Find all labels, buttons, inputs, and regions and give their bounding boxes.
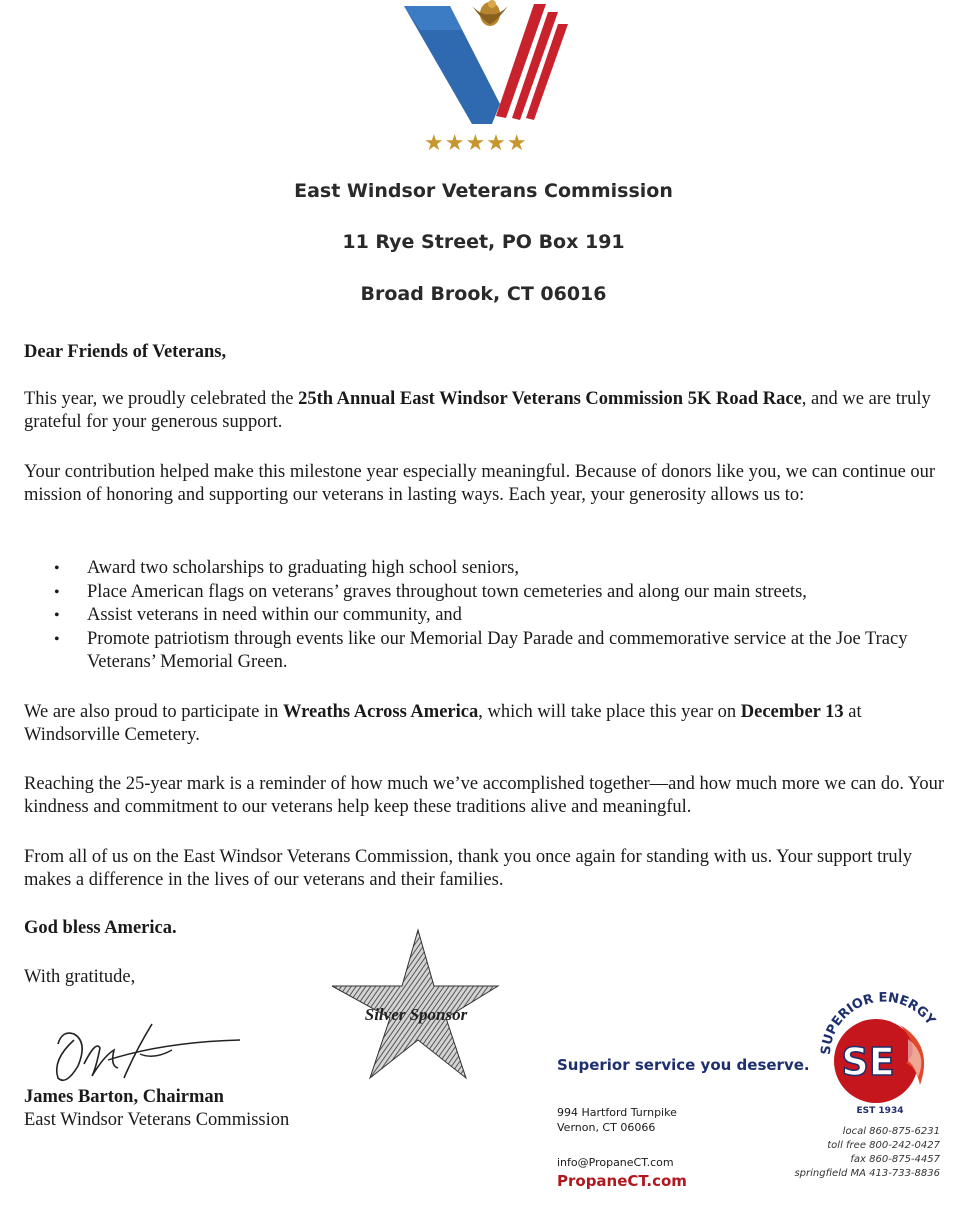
org-name: East Windsor Veterans Commission — [294, 180, 673, 202]
sponsor-label: Silver Sponsor — [364, 1005, 468, 1024]
silver-sponsor-badge — [328, 928, 504, 1088]
p3-text-a: We are also proud to participate in — [24, 702, 283, 722]
superior-energy-logo — [812, 985, 954, 1117]
street-address: 11 Rye Street, PO Box 191 — [342, 231, 625, 253]
se-phone: springfield MA 413-733-8836 — [794, 1168, 940, 1179]
se-initials: SE — [841, 1040, 895, 1084]
paragraph-wreaths — [24, 701, 954, 747]
p3-text-c: , which will take place this year on — [478, 702, 741, 722]
se-est: EST 1934 — [856, 1106, 904, 1116]
list-item: • Award two scholarships to graduating high school seniors, — [54, 557, 959, 581]
closing: With gratitude, — [24, 967, 136, 987]
greeting: Dear Friends of Veterans, — [24, 342, 227, 362]
signer-org: East Windsor Veterans Commission — [24, 1110, 290, 1130]
race-name: 25th Annual East Windsor Veterans Commission 5K Road Race — [298, 389, 802, 409]
five-stars: ★★★★★ — [424, 131, 528, 156]
list-item: • Assist veterans in need within our community, and — [54, 604, 959, 628]
paragraph-milestone: Reaching the 25-year mark is a reminder of how much we’ve accomplished together—and how much more we can do. Your kindness and commitment to our veterans help keep these traditions alive and meaningful. — [24, 774, 945, 817]
city-address: Broad Brook, CT 06016 — [360, 283, 607, 305]
signature — [44, 1020, 244, 1088]
se-address-line: 994 Hartford Turnpike — [557, 1106, 677, 1119]
se-website: PropaneCT.com — [557, 1172, 687, 1190]
veterans-commission-logo — [400, 0, 580, 128]
paragraph-thanks: From all of us on the East Windsor Veterans Commission, thank you once again for standing with us. Your support truly makes a difference in the lives of our veterans and their families. — [24, 847, 913, 890]
paragraph-race — [24, 388, 954, 434]
p1-text-c: , and we are truly grateful for your generous support. — [24, 389, 931, 432]
list-item: • Promote patriotism through events like our Memorial Day Parade and commemorative service at the Joe Tracy Veterans’ Memorial Green. — [54, 628, 959, 675]
eagle-icon — [472, 0, 508, 26]
se-address — [557, 1105, 677, 1135]
star-icon — [332, 930, 498, 1078]
paragraph-contribution: Your contribution helped make this milestone year especially meaningful. Because of donors like you, we can continue our mission of honoring and supporting our veterans in lasting ways. Each year, your generosity allows us to: — [24, 462, 936, 505]
se-address-line: Vernon, CT 06066 — [557, 1121, 656, 1134]
se-phone: local 860-875-6231 — [842, 1126, 940, 1137]
list-item: • Place American flags on veterans’ graves throughout town cemeteries and along our main streets, — [54, 581, 959, 605]
mission-list — [54, 557, 959, 675]
blessing: God bless America. — [24, 918, 177, 938]
se-phone: toll free 800-242-0427 — [827, 1140, 940, 1151]
wreaths-date: December 13 — [740, 702, 844, 722]
p1-text-a: This year, we proudly celebrated the — [24, 389, 299, 409]
p3-text-e: at Windsorville Cemetery. — [24, 702, 862, 745]
wreaths-name: Wreaths Across America — [282, 702, 479, 722]
se-tagline: Superior service you deserve. — [557, 1056, 810, 1074]
se-phone-list — [760, 1125, 940, 1181]
se-phone: fax 860-875-4457 — [850, 1154, 940, 1165]
se-arc-text: SUPERIOR ENERGY — [818, 990, 938, 1056]
se-email: info@PropaneCT.com — [557, 1156, 674, 1169]
signer-name: James Barton, Chairman — [24, 1087, 224, 1107]
